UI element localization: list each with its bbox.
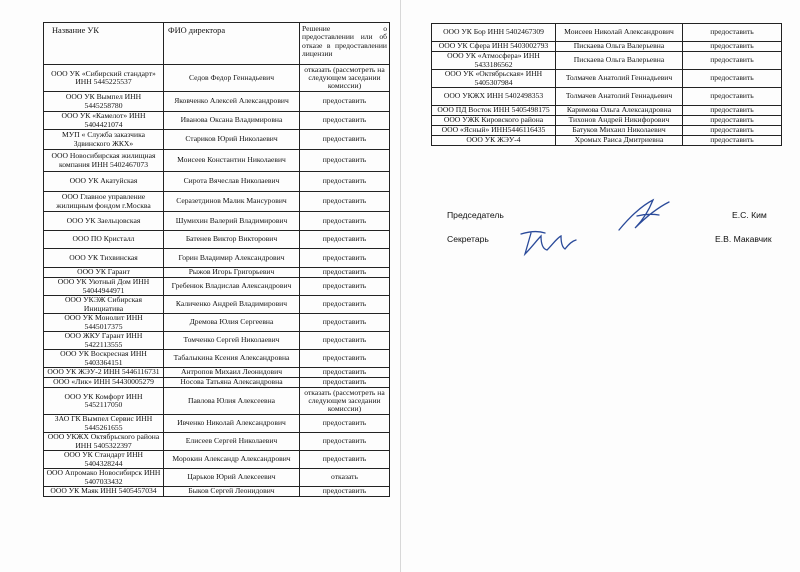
table-row bbox=[44, 112, 390, 130]
director-name-cell: Иванова Оксана Владимировна bbox=[164, 112, 300, 130]
org-name-cell: ООО ПД Восток ИНН 5405498175 bbox=[432, 106, 556, 116]
table-row bbox=[432, 42, 782, 52]
table-row bbox=[44, 332, 390, 350]
director-name-cell: Каличенко Андрей Владимирович bbox=[164, 296, 300, 314]
decision-cell: предоставить bbox=[300, 150, 390, 172]
director-name-cell: Моисеев Константин Николаевич bbox=[164, 150, 300, 172]
table-row bbox=[44, 130, 390, 150]
decision-cell: предоставить bbox=[683, 126, 782, 136]
decision-cell: отказать (рассмотреть на следующем заседании комиссии) bbox=[300, 388, 390, 415]
director-name-cell: Пискаева Ольга Валерьевна bbox=[556, 42, 683, 52]
org-name-cell: ООО УК «Октябрьская» ИНН 5405307984 bbox=[432, 70, 556, 88]
org-name-cell: ООО ПО Кристалл bbox=[44, 231, 164, 249]
org-name-cell: ООО УК Сфера ИНН 5403002793 bbox=[432, 42, 556, 52]
table-row bbox=[44, 388, 390, 415]
director-name-cell: Шумихин Валерий Владимирович bbox=[164, 212, 300, 231]
table-row bbox=[432, 106, 782, 116]
org-name-cell: ООО УК Стандарт ИНН 5404328244 bbox=[44, 451, 164, 469]
table-row bbox=[44, 212, 390, 231]
director-name-cell: Антропов Михаил Леонидович bbox=[164, 368, 300, 378]
table-row bbox=[432, 52, 782, 70]
decision-cell: предоставить bbox=[300, 368, 390, 378]
table-row bbox=[44, 433, 390, 451]
table-row bbox=[44, 451, 390, 469]
org-name-cell: ООО УК Воскресная ИНН 5403364151 bbox=[44, 350, 164, 368]
org-name-cell: ООО УКЭЖ Сибирская Инициатива bbox=[44, 296, 164, 314]
org-name-cell: ООО УК «Камелот» ИНН 5404421074 bbox=[44, 112, 164, 130]
director-name-cell: Павлова Юлия Алексеевна bbox=[164, 388, 300, 415]
table-row bbox=[44, 150, 390, 172]
director-name-cell: Томченко Сергей Николаевич bbox=[164, 332, 300, 350]
table-row bbox=[44, 268, 390, 278]
secretary-name: Е.В. Макавчик bbox=[715, 234, 772, 244]
decision-cell: предоставить bbox=[300, 314, 390, 332]
org-name-cell: ООО УКЖХ ИНН 5402498353 bbox=[432, 88, 556, 106]
org-name-cell: ООО УК Маяк ИНН 5405457034 bbox=[44, 487, 164, 497]
org-name-cell: ООО УК ЖЭУ-2 ИНН 5446116731 bbox=[44, 368, 164, 378]
table-row bbox=[44, 296, 390, 314]
director-name-cell: Моисеев Николай Александрович bbox=[556, 24, 683, 42]
decision-cell: предоставить bbox=[300, 212, 390, 231]
decision-cell: предоставить bbox=[300, 130, 390, 150]
org-name-cell: ООО УКЖХ Октябрьского района ИНН 5405322397 bbox=[44, 433, 164, 451]
director-name-cell: Седов Федор Геннадьевич bbox=[164, 65, 300, 92]
decision-cell: предоставить bbox=[683, 42, 782, 52]
licensing-table-left bbox=[43, 22, 390, 497]
decision-cell: предоставить bbox=[300, 415, 390, 433]
org-name-cell: ООО УК Акатуйская bbox=[44, 172, 164, 192]
header-director-name: ФИО директора bbox=[164, 23, 300, 65]
director-name-cell: Горин Владимир Александрович bbox=[164, 249, 300, 268]
director-name-cell: Пискаева Ольга Валерьевна bbox=[556, 52, 683, 70]
table-row bbox=[432, 116, 782, 126]
director-name-cell: Яковченко Алексей Александрович bbox=[164, 92, 300, 112]
decision-cell: предоставить bbox=[300, 433, 390, 451]
org-name-cell: ООО УК «Атмосфера» ИНН 5433186562 bbox=[432, 52, 556, 70]
secretary-label: Секретарь bbox=[447, 234, 489, 244]
org-name-cell: ООО УК Бор ИНН 5402467309 bbox=[432, 24, 556, 42]
org-name-cell: ООО УК Монолит ИНН 5445017375 bbox=[44, 314, 164, 332]
table-row bbox=[44, 231, 390, 249]
table-row bbox=[44, 172, 390, 192]
decision-cell: предоставить bbox=[300, 350, 390, 368]
secretary-signature-scribble bbox=[517, 226, 579, 258]
org-name-cell: ООО УК Гарант bbox=[44, 268, 164, 278]
table-row bbox=[44, 65, 390, 92]
page-fold-divider bbox=[400, 0, 401, 572]
org-name-cell: ООО УК Комфорт ИНН 5452117050 bbox=[44, 388, 164, 415]
director-name-cell: Рыжов Игорь Григорьевич bbox=[164, 268, 300, 278]
table-row bbox=[44, 314, 390, 332]
header-decision: Решение о предоставлении или об отказе в предоставлении лицензии bbox=[300, 23, 390, 65]
table-row bbox=[44, 469, 390, 487]
org-name-cell: ООО ЖКУ Гарант ИНН 5422113555 bbox=[44, 332, 164, 350]
org-name-cell: ЗАО ГК Вымпел Сервис ИНН 5445261655 bbox=[44, 415, 164, 433]
table-row bbox=[432, 88, 782, 106]
director-name-cell: Серазетдинов Малик Мансурович bbox=[164, 192, 300, 212]
decision-cell: предоставить bbox=[683, 136, 782, 146]
decision-cell: предоставить bbox=[300, 92, 390, 112]
director-name-cell: Тихонов Андрей Никифорович bbox=[556, 116, 683, 126]
decision-cell: отказать (рассмотреть на следующем заседании комиссии) bbox=[300, 65, 390, 92]
org-name-cell: ООО «Лик» ИНН 54430005279 bbox=[44, 378, 164, 388]
decision-cell: отказать bbox=[300, 469, 390, 487]
org-name-cell: ООО УК ЖЭУ-4 bbox=[432, 136, 556, 146]
decision-cell: предоставить bbox=[300, 231, 390, 249]
decision-cell: предоставить bbox=[683, 116, 782, 126]
director-name-cell: Батуков Михаил Николаевич bbox=[556, 126, 683, 136]
director-name-cell: Каримова Ольга Александровна bbox=[556, 106, 683, 116]
decision-cell: предоставить bbox=[683, 88, 782, 106]
org-name-cell: ООО Апромако Новосибирск ИНН 5407033432 bbox=[44, 469, 164, 487]
decision-cell: предоставить bbox=[300, 296, 390, 314]
director-name-cell: Стариков Юрий Николаевич bbox=[164, 130, 300, 150]
org-name-cell: ООО УК Уютный Дом ИНН 54044944971 bbox=[44, 278, 164, 296]
org-name-cell: ООО Главное управление жилищным фондом г.Москва bbox=[44, 192, 164, 212]
table-row bbox=[44, 368, 390, 378]
chair-name: Е.С. Ким bbox=[732, 210, 767, 220]
decision-cell: предоставить bbox=[683, 24, 782, 42]
decision-cell: предоставить bbox=[300, 112, 390, 130]
org-name-cell: МУП « Служба заказчика Здвинского ЖКХ» bbox=[44, 130, 164, 150]
table-row bbox=[44, 249, 390, 268]
table-header-row bbox=[44, 23, 390, 65]
decision-cell: предоставить bbox=[300, 172, 390, 192]
table-row bbox=[44, 415, 390, 433]
decision-cell: предоставить bbox=[683, 70, 782, 88]
table-row bbox=[44, 350, 390, 368]
chair-label: Председатель bbox=[447, 210, 504, 220]
table-row bbox=[44, 378, 390, 388]
decision-cell: предоставить bbox=[300, 278, 390, 296]
decision-cell: предоставить bbox=[300, 249, 390, 268]
director-name-cell: Морокин Александр Александрович bbox=[164, 451, 300, 469]
org-name-cell: ООО УЖК Кировского района bbox=[432, 116, 556, 126]
org-name-cell: ООО «Ясный» ИНН5446116435 bbox=[432, 126, 556, 136]
decision-cell: предоставить bbox=[683, 106, 782, 116]
director-name-cell: Быков Сергей Леонидович bbox=[164, 487, 300, 497]
decision-cell: предоставить bbox=[300, 487, 390, 497]
director-name-cell: Дремова Юлия Сергеевна bbox=[164, 314, 300, 332]
director-name-cell: Батенев Виктор Викторович bbox=[164, 231, 300, 249]
table-row bbox=[44, 192, 390, 212]
director-name-cell: Толмачев Анатолий Геннадьевич bbox=[556, 88, 683, 106]
table-row bbox=[432, 24, 782, 42]
licensing-table-right bbox=[431, 23, 782, 146]
decision-cell: предоставить bbox=[300, 268, 390, 278]
table-row bbox=[44, 278, 390, 296]
decision-cell: предоставить bbox=[300, 192, 390, 212]
director-name-cell: Хромых Раиса Дмитриевна bbox=[556, 136, 683, 146]
org-name-cell: ООО УК «Сибирский стандарт» ИНН 5445225537 bbox=[44, 65, 164, 92]
table-row bbox=[432, 136, 782, 146]
director-name-cell: Гребенюк Владислав Александрович bbox=[164, 278, 300, 296]
table-row bbox=[432, 126, 782, 136]
table-row bbox=[44, 487, 390, 497]
org-name-cell: ООО УК Тихвинская bbox=[44, 249, 164, 268]
decision-cell: предоставить bbox=[683, 52, 782, 70]
table-row bbox=[44, 92, 390, 112]
chair-signature-scribble bbox=[615, 196, 675, 236]
director-name-cell: Толмачев Анатолий Геннадьевич bbox=[556, 70, 683, 88]
director-name-cell: Ивченко Николай Александрович bbox=[164, 415, 300, 433]
table-row bbox=[432, 70, 782, 88]
director-name-cell: Сирота Вячеслав Николаевич bbox=[164, 172, 300, 192]
decision-cell: предоставить bbox=[300, 378, 390, 388]
decision-cell: предоставить bbox=[300, 332, 390, 350]
director-name-cell: Елисеев Сергей Николаевич bbox=[164, 433, 300, 451]
director-name-cell: Табалыкина Ксения Александровна bbox=[164, 350, 300, 368]
org-name-cell: ООО УК Заельцовская bbox=[44, 212, 164, 231]
org-name-cell: ООО Новосибирская жилищная компания ИНН 5402467073 bbox=[44, 150, 164, 172]
header-org-name: Название УК bbox=[44, 23, 164, 65]
org-name-cell: ООО УК Вымпел ИНН 5445258780 bbox=[44, 92, 164, 112]
director-name-cell: Царьков Юрий Алексеевич bbox=[164, 469, 300, 487]
decision-cell: предоставить bbox=[300, 451, 390, 469]
director-name-cell: Носова Татьяна Александровна bbox=[164, 378, 300, 388]
